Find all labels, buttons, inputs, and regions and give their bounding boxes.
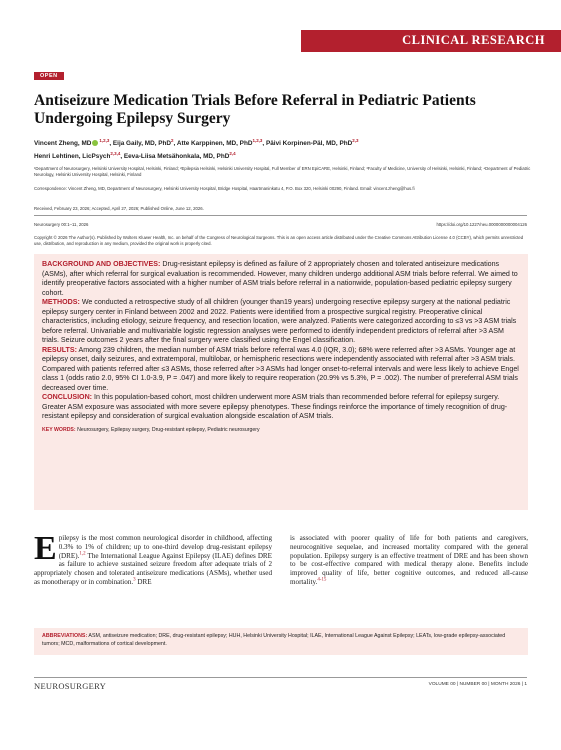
orcid-icon[interactable]	[92, 140, 98, 146]
affiliations: ¹Department of Neurosurgery, Helsinki University Hospital, Helsinki, Finland; ²Epilepsia Helsinki, Helsinki University Hospital, Full Member of ERN EpiCARE, Helsinki, Finland; ³Faculty of Medicine, University of Helsinki, Helsinki, Finland; ⁴Department of Pediatric Neurology, Helsinki University Hospital, Helsinki, Finland	[34, 166, 531, 177]
author-line-1: Vincent Zheng, MD $^{1,2,3}$, Eija Gaily, MD, PhD$^2$, Atte Karppinen, MD, PhD$^{1,2,3}$, Päivi Korpinen-Päl, MD, PhD$^{2,3}$	[34, 137, 359, 147]
divider	[34, 215, 527, 216]
abbreviations-box: ABBREVIATIONS: ASM, antiseizure medication; DRE, drug-resistant epilepsy; HUH, Helsinki University Hospital; ILAE, International League Against Epilepsy; LEATs, low-grade epilepsy-associated tumors; MCD, malformations of cortical development.	[34, 628, 528, 655]
section-banner	[301, 30, 561, 52]
publication-dates: Received, February 23, 2026; Accepted, April 27, 2026; Published Online, June 12, 2026.	[34, 206, 204, 211]
drop-cap: E	[34, 530, 57, 567]
body-column-left: Epilepsy is the most common neurological disorder in childhood, affecting 0.3% to 1% of children; up to one-third develop drug-resistant epilepsy (DRE).$^{1,2}$ The International League Against Epilepsy (ILAE) defines DRE as failure to achieve sustained seizure freedom after adequate trials of 2 appropriately chosen and tolerated antiseizure medications (ASMs), whether used as monotherapy or in combination.$^3$ DRE	[34, 530, 272, 586]
abstract-results: RESULTS: Among 239 children, the median number of ASM trials before referral was 4.0 (IQR, 3.0); 68% were referred after >3 ASMs. Younger age at epilepsy onset, daily seizures, and extratemporal, multilobar, or hemispheric resections were independently associated with referral after >3 ASM trials. Compared with patients referred after ≤3 ASMs, those referred after >3 ASMs had longer onset-to-referral intervals and were less likely to achieve Engel class 1 (odds ratio 2.0, 95% CI 1.0-3.9, P = .047) and more likely to require reoperation (20.9% vs 5.3%, P = .002). The number of prereferral ASM trials decreased over time.	[42, 345, 519, 392]
article-body	[34, 530, 528, 587]
doi-link[interactable]: https://doi.org/10.1227/neu.0000000000004126	[436, 222, 527, 227]
abstract-methods: METHODS: We conducted a retrospective study of all children (younger than19 years) undergoing resective epilepsy surgery at the national pediatric epilepsy surgery center in Finland between 2002 and 2022. Patients were identified from a prospective surgical registry. Preoperative clinical characteristics, including etiology, seizure frequency, and resection location, were analyzed. Patients were categorized according to ≤3 vs >3 ASM trials before referral. Univariable and multivariable logistic regression analyses were performed to identify independent predictors of referral after >3 ASM trials. Seizure outcomes 2 years after the final surgery were classified using the Engel classification.	[42, 298, 517, 344]
abstract-keywords: KEY WORDS: Neurosurgery, Epilepsy surgery, Drug-resistant epilepsy, Pediatric neurosurgery	[42, 426, 260, 433]
citation: Neurosurgery 00:1–11, 2026	[34, 222, 89, 227]
abstract-box	[34, 254, 528, 510]
citation-ref[interactable]: 4-15	[317, 577, 327, 583]
correspondence: Correspondence: Vincent Zheng, MD, Department of Neurosurgery, Helsinki University Hospital, Bridge Hospital, Haartmaninkatu 4, P.O. Box 320, Helsinki 00290, Finland. Email: vincent.zheng@hus.fi	[34, 186, 415, 191]
citation-ref[interactable]: 3	[133, 577, 136, 583]
citation-ref[interactable]: 1,2	[79, 551, 86, 557]
footer-meta: VOLUME 00 | NUMBER 00 | MONTH 2026 | 1	[428, 682, 527, 687]
copyright-notice: Copyright © 2026 The Author(s). Published by Wolters Kluwer Health, Inc. on behalf of the Congress of Neurological Surgeons. This is an open access article distributed under the Creative Commons Attribution License 4.0 (CCBY), which permits unrestricted use, distribution, and reproduction in any medium, provided the original work is properly cited.	[34, 235, 524, 246]
journal-name: NEUROSURGERY	[34, 681, 107, 691]
abstract-background: BACKGROUND AND OBJECTIVES: Drug-resistant epilepsy is defined as failure of 2 appropriately chosen and tolerated antiseizure medications (ASMs), after which referral for surgical evaluation is recommended. However, many children undergo additional ASM trials before referral. We aimed to identify preoperative factors associated with a higher number of ASM trials before referral in a nationwide, population-based pediatric epilepsy surgery cohort.	[42, 260, 518, 297]
citation-line	[34, 222, 527, 227]
footer-divider	[34, 677, 527, 678]
abstract-conclusion: CONCLUSION: In this population-based cohort, most children underwent more ASM trials than recommended before referral for epilepsy surgery. Greater ASM exposure was associated with more severe epilepsy phenotypes. These findings reinforce the importance of timely recognition of drug-resistant epilepsy and consideration of surgical evaluation alongside escalation of ASM trials.	[42, 393, 508, 420]
section-banner-label: CLINICAL RESEARCH	[402, 33, 545, 47]
article-title: Antiseizure Medication Trials Before Referral in Pediatric Patients Undergoing Epilepsy Surgery	[34, 92, 476, 127]
author-list	[34, 137, 529, 163]
open-access-badge: OPEN	[34, 72, 64, 80]
body-column-right: is associated with poorer quality of life for both patients and caregivers, neurocognitive sequelae, and increased mortality compared with the general population. Epilepsy surgery is an effective treatment of DRE and has been shown to be cost-effective compared with medical therapy alone. Benefits include improved quality of life, better cognitive outcomes, and reduced all-cause mortality.$^{4-15}$	[290, 534, 528, 586]
author-line-2: Henri Lehtinen, LicPsych$^{2,3,4}$, Eeva-Liisa Metsähonkala, MD, PhD$^{2,4}$	[34, 150, 236, 160]
